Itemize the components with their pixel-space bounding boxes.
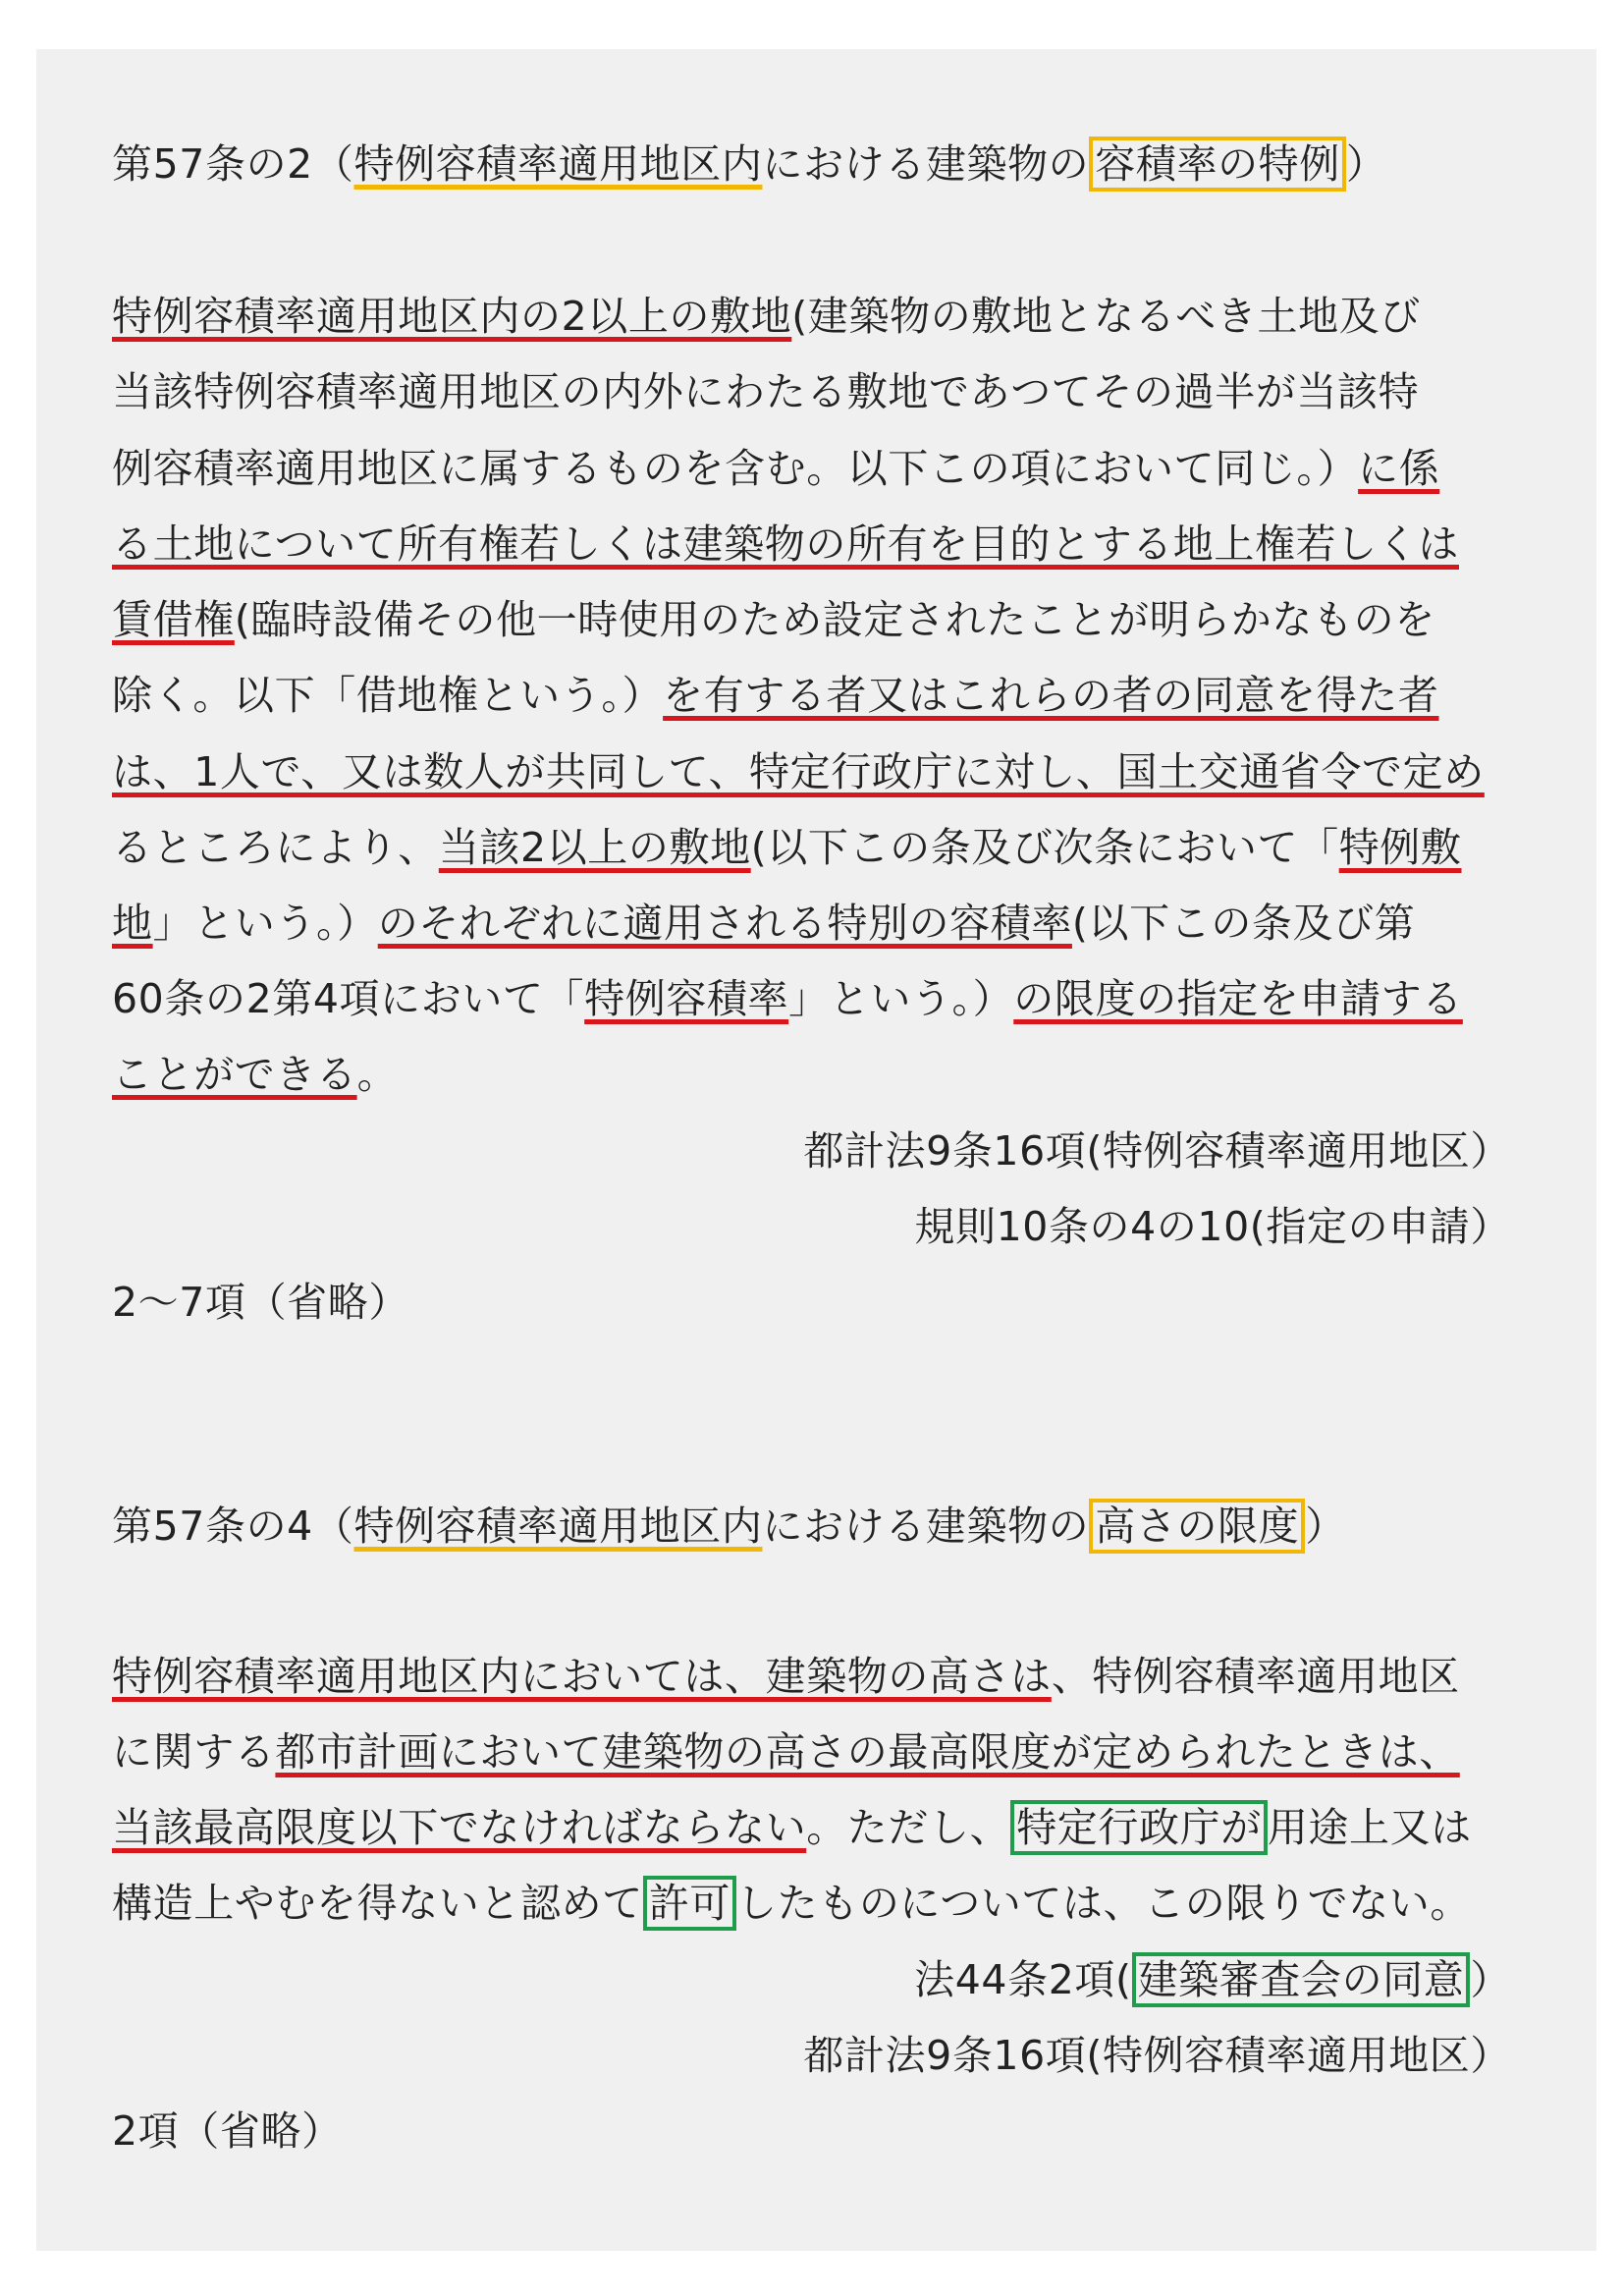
underlined-text: ことができる — [112, 1051, 357, 1098]
art57-2-line-4 — [112, 520, 1459, 568]
art57-2-line-8 — [112, 824, 1462, 871]
underlined-text: 当該2以上の敷地 — [438, 824, 751, 871]
underlined-text: に係 — [1358, 445, 1440, 492]
body-text: 」という。） — [788, 975, 1014, 1022]
body-text: 除く。以下「借地権という。） — [112, 672, 664, 719]
art57-4-omitted-note: 2項（省略） — [112, 2107, 343, 2155]
art57-4-line-4 — [112, 1880, 1471, 1927]
underlined-text: 特例容積率 — [584, 975, 789, 1022]
underlined-text: を有する者又はこれらの者の同意を得た者 — [663, 672, 1439, 719]
green-boxed-text: 特定行政庁が — [1010, 1800, 1268, 1855]
body-text: したものについては、この限りでない。 — [736, 1880, 1471, 1927]
body-text: 例容積率適用地区に属するものを含む。以下この項において同じ。） — [112, 445, 1359, 492]
heading-suffix: ） — [1345, 140, 1387, 188]
heading-keyword-box: 高さの限度 — [1089, 1499, 1305, 1554]
underlined-text: る土地について所有権若しくは建築物の所有を目的とする地上権若しくは — [112, 520, 1459, 568]
underlined-text: 都市計画において建築物の高さの最高限度が定められたときは、 — [275, 1728, 1460, 1776]
heading-prefix: 第57条の4（ — [112, 1503, 354, 1550]
body-text: 。 — [356, 1051, 399, 1098]
body-text: 用途上又は — [1267, 1804, 1472, 1851]
heading-middle: における建築物の — [762, 1503, 1090, 1550]
art57-2-line-3 — [112, 445, 1439, 492]
body-text: 60条の2第4項において「 — [112, 975, 585, 1022]
art57-2-line-9 — [112, 900, 1415, 947]
art57-2-line-1 — [112, 293, 1421, 340]
body-text: 当該特例容積率適用地区の内外にわたる敷地であつてその過半が当該特 — [112, 368, 1420, 415]
green-boxed-text: 許可 — [643, 1876, 736, 1931]
body-text: (以下この条及び第 — [1071, 900, 1416, 947]
body-text: るところにより、 — [112, 824, 439, 871]
article-57-2-heading — [112, 140, 1387, 188]
body-text: 。ただし、 — [806, 1804, 1011, 1851]
art57-2-line-6 — [112, 672, 1439, 719]
art57-2-line-10 — [112, 975, 1463, 1022]
heading-suffix: ） — [1305, 1503, 1346, 1550]
underlined-text: 当該最高限度以下でなければならない — [112, 1804, 807, 1851]
art57-2-omitted-note: 2～7項（省略） — [112, 1279, 409, 1326]
green-boxed-text: 建築審査会の同意 — [1132, 1952, 1471, 2007]
body-text: に関する — [112, 1728, 276, 1776]
heading-zone: 特例容積率適用地区内 — [353, 1503, 763, 1550]
art57-2-line-5 — [112, 596, 1435, 643]
art57-4-line-2 — [112, 1728, 1460, 1776]
heading-keyword-box: 容積率の特例 — [1089, 137, 1346, 191]
underlined-text: 特例容積率適用地区内の2以上の敷地 — [112, 293, 792, 340]
underlined-text: のそれぞれに適用される特別の容積率 — [377, 900, 1072, 947]
art57-2-line-7 — [112, 748, 1485, 795]
underlined-text: 特例敷 — [1338, 824, 1462, 871]
heading-zone: 特例容積率適用地区内 — [353, 140, 763, 188]
underlined-text: の限度の指定を申請する — [1013, 975, 1463, 1022]
reference-prefix: 法44条2項( — [914, 1956, 1132, 2003]
heading-middle: における建築物の — [762, 140, 1090, 188]
art57-2-line-11 — [112, 1051, 398, 1098]
body-text: 」という。） — [152, 900, 378, 947]
body-text: 構造上やむを得ないと認めて — [112, 1880, 643, 1927]
body-text: (以下この条及び次条において「 — [750, 824, 1339, 871]
art57-4-line-1 — [112, 1653, 1460, 1700]
article-57-4-heading — [112, 1503, 1346, 1550]
reference-suffix: ） — [1470, 1956, 1511, 2003]
underlined-text: 賃借権 — [112, 596, 235, 643]
underlined-text: は、1人で、又は数人が共同して、特定行政庁に対し、国土交通省令で定め — [112, 748, 1485, 795]
art57-2-reference-2: 規則10条の4の10(指定の申請） — [914, 1203, 1511, 1250]
body-text: (建築物の敷地となるべき土地及び — [791, 293, 1421, 340]
underlined-text: 地 — [112, 900, 153, 947]
art57-4-reference-2: 都計法9条16項(特例容積率適用地区） — [803, 2032, 1511, 2079]
heading-prefix: 第57条の2（ — [112, 140, 354, 188]
art57-4-line-3 — [112, 1804, 1472, 1851]
underlined-text: 特例容積率適用地区内においては、建築物の高さは — [112, 1653, 1052, 1700]
art57-2-line-2 — [112, 368, 1419, 415]
body-text: 、特例容積率適用地区 — [1051, 1653, 1460, 1700]
body-text: (臨時設備その他一時使用のため設定されたことが明らかなものを — [234, 596, 1435, 643]
art57-2-reference-1: 都計法9条16項(特例容積率適用地区） — [803, 1127, 1511, 1175]
art57-4-reference-1 — [914, 1956, 1511, 2003]
